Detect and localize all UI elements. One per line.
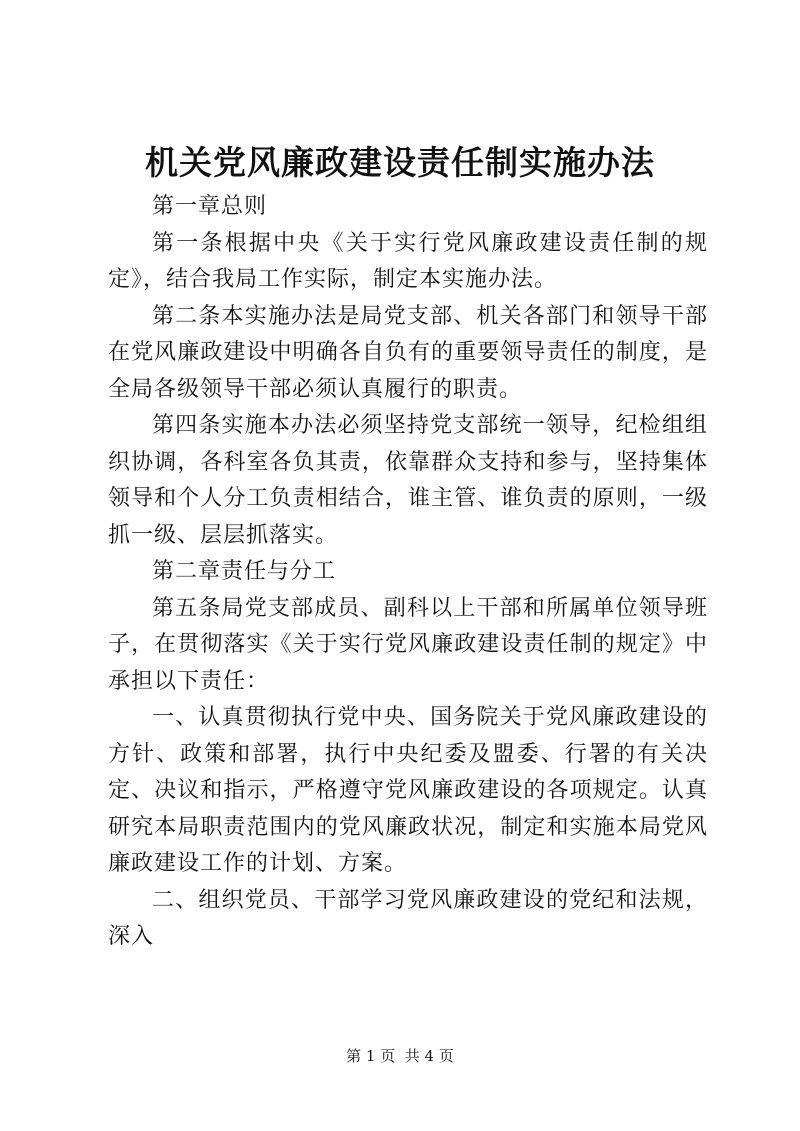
page-title: 机关党风廉政建设责任制实施办法 [145,143,655,182]
page-footer [0,1046,800,1066]
paragraph: 一、认真贯彻执行党中央、国务院关于党风廉政建设的方针、政策和部署，执行中央纪委及盟委、行署的有关决定、决议和指示，严格遵守党风廉政建设的各项规定。认真研究本局职责范围内的党风廉政状况，制定和实施本局党风廉政建设工作的计划、方案。 [108,705,708,876]
paragraph: 第五条局党支部成员、副科以上干部和所属单位领导班子，在贯彻落实《关于实行党风廉政建设责任制的规定》中承担以下责任： [108,595,708,694]
paragraph: 第一条根据中央《关于实行党风廉政建设责任制的规定》，结合我局工作实际，制定本实施办法。 [108,230,708,292]
page-number: 第 1 页 共 4 页 [346,1047,454,1065]
paragraph: 第四条实施本办法必须坚持党支部统一领导，纪检组组织协调，各科室各负其责，依靠群众支持和参与，坚持集体领导和个人分工负责相结合，谁主管、谁负责的原则，一级抓一级、层层抓落实。 [108,413,708,548]
chapter-heading: 第二章责任与分工 [152,559,337,584]
chapter-heading: 第一章总则 [152,194,268,219]
paragraph: 第二条本实施办法是局党支部、机关各部门和领导干部在党风廉政建设中明确各自负有的重要领导责任的制度，是全局各级领导干部必须认真履行的职责。 [108,303,708,402]
paragraph: 二、组织党员、干部学习党风廉政建设的党纪和法规，深入 [108,887,708,949]
document-body [108,189,708,956]
